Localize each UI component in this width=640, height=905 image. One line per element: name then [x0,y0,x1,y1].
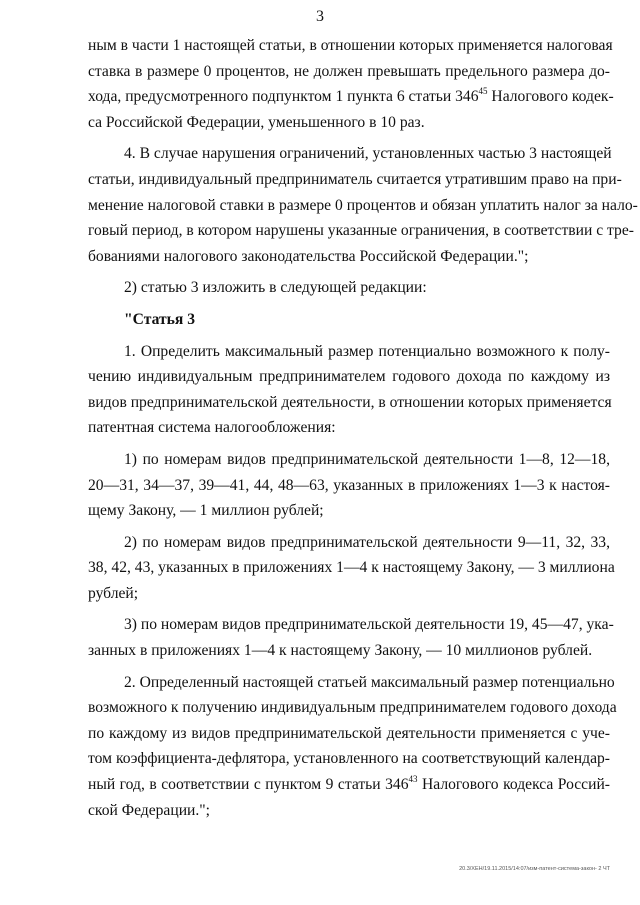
line-text: "Статья 3 [124,310,195,328]
line-text: том коэффициента-дефлятора, установленного на соответствующий календар- [88,750,610,768]
line-text: рублей; [88,584,139,602]
text-line [88,447,610,473]
text-line [88,670,615,696]
text-line [88,772,610,798]
text-line [88,244,610,270]
text-line [88,581,610,607]
line-text: патентная система налогообложения: [88,419,336,437]
text-line [88,530,610,556]
line-text: возможного к получению индивидуальным предпринимателем годового дохода [88,699,617,717]
document-body [88,33,638,823]
line-text: щему Закону, — 1 миллион рублей; [88,502,324,520]
text-line [88,555,615,581]
line-text: са Российской Федерации, уменьшенного в 10 раз. [88,113,425,131]
line-text-continuation: Налогового кодекса Россий- [417,776,610,794]
text-line [88,473,610,499]
text-line [88,307,610,333]
line-text: ный год, в соответствии с пунктом 9 статьи 346 [88,776,409,794]
text-line [88,390,610,416]
text-line [88,33,613,59]
line-text: 2. Определенный настоящей статьей максимальный размер потенциально [124,673,615,691]
text-line [88,141,610,167]
line-text-continuation: Налогового кодек- [487,88,614,106]
line-text: 3) по номерам видов предпринимательской деятельности 19, 45—47, ука- [124,616,614,634]
document-footer-code: 20.3/ХЕН/19.11.2015/14:07/изм-патент-система-закон- 2 ЧТ [459,866,610,872]
line-text: видов предпринимательской деятельности, в отношении которых применяется [88,393,612,411]
line-text: ставка в размере 0 процентов, не должен превышать предельного размера до- [88,62,610,80]
text-line [88,167,622,193]
text-line [88,638,610,664]
text-line [88,193,638,219]
line-text: 20—31, 34—37, 39—41, 44, 48—63, указанных в приложениях 1—3 к настоя- [88,476,610,494]
article-superscript: 45 [478,86,488,97]
line-text: 1) по номерам видов предпринимательской деятельности 1—8, 12—18, [124,450,610,468]
line-text: 4. В случае нарушения ограничений, установленных частью 3 настоящей [124,145,612,163]
page-number: 3 [316,8,324,25]
line-text: хода, предусмотренного подпунктом 1 пункта 6 статьи 346 [88,88,479,106]
text-line [88,84,614,110]
article-superscript: 43 [408,774,418,785]
text-line [88,364,610,390]
text-line [88,498,610,524]
line-text: менение налоговой ставки в размере 0 процентов и обязан уплатить налог за нало- [88,196,638,214]
text-line [88,110,610,136]
line-text: 1. Определить максимальный размер потенциально возможного к полу- [124,342,610,360]
text-line [88,612,614,638]
text-line [88,59,610,85]
line-text: ской Федерации."; [88,801,210,819]
line-text: говый период, в котором нарушены указанные ограничения, в соответствии с тре- [88,222,634,240]
line-text: чению индивидуальным предпринимателем годового дохода по каждому из [88,368,610,386]
text-line [88,415,610,441]
line-text: статьи, индивидуальный предприниматель считается утратившим право на при- [88,170,622,188]
text-line [88,721,610,747]
line-text: 38, 42, 43, указанных в приложениях 1—4 к настоящему Закону, — 3 миллиона [88,559,615,577]
text-line [88,275,610,301]
text-line [88,798,610,824]
text-line [88,695,617,721]
line-text: по каждому из видов предпринимательской деятельности применяется с уче- [88,724,610,742]
line-text: ным в части 1 настоящей статьи, в отношении которых применяется налоговая [88,37,613,54]
text-line [88,339,610,365]
line-text: занных в приложениях 1—4 к настоящему Закону, — 10 миллионов рублей. [88,642,593,660]
line-text: бованиями налогового законодательства Российской Федерации."; [88,247,529,265]
line-text: 2) по номерам видов предпринимательской деятельности 9—11, 32, 33, [124,533,610,551]
text-line [88,218,634,244]
text-line [88,746,610,772]
line-text: 2) статью 3 изложить в следующей редакции: [124,279,427,297]
